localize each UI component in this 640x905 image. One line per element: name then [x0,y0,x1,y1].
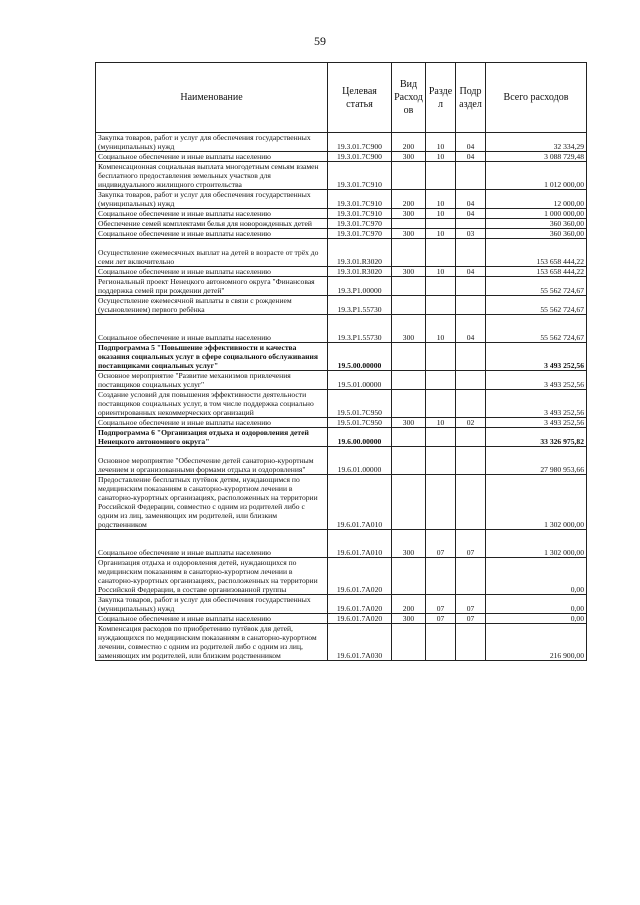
row-name: Подпрограмма 6 "Организация отдыха и оздоровления детей Ненецкого автономного округа" [96,428,328,447]
table-row [96,219,587,229]
row-expense-type [392,624,426,661]
table-row [96,277,587,296]
row-expense-type [392,390,426,418]
header-section: Разде л [426,63,456,133]
table-row [96,475,587,530]
row-name: Социальное обеспечение и иные выплаты населению [96,229,328,239]
row-amount: 27 980 953,66 [486,447,587,475]
row-subsection [456,219,486,229]
row-section [426,428,456,447]
header-target-article: Целевая статья [328,63,392,133]
row-section: 07 [426,595,456,614]
row-target-article: 19.5.01.7С950 [328,418,392,428]
budget-table [95,62,587,661]
table-row [96,558,587,595]
row-amount: 216 900,00 [486,624,587,661]
row-section: 10 [426,418,456,428]
table-row [96,390,587,418]
table-row [96,133,587,152]
row-expense-type: 300 [392,614,426,624]
table-row [96,267,587,277]
table-header-row [96,63,587,133]
table-row [96,152,587,162]
row-name: Подпрограмма 5 "Повышение эффективности и качества оказания социальных услуг в сфере социального обслуживания поставщиками социальных услуг" [96,343,328,371]
row-subsection [456,624,486,661]
row-amount: 1 302 000,00 [486,475,587,530]
row-subsection: 04 [456,315,486,343]
row-target-article: 19.6.01.7А020 [328,614,392,624]
row-name: Основное мероприятие "Обеспечение детей санаторно-курортным лечением и организованными формами отдыха и оздоровления" [96,447,328,475]
table-row [96,229,587,239]
row-name: Закупка товаров, работ и услуг для обеспечения государственных (муниципальных) нужд [96,595,328,614]
table-row [96,343,587,371]
row-expense-type [392,447,426,475]
row-amount: 12 000,00 [486,190,587,209]
row-expense-type: 200 [392,595,426,614]
row-section: 10 [426,315,456,343]
row-section: 07 [426,614,456,624]
row-target-article: 19.3.01.7С900 [328,133,392,152]
row-section: 10 [426,229,456,239]
row-target-article: 19.3.01.7С910 [328,162,392,190]
row-section: 10 [426,190,456,209]
row-name: Социальное обеспечение и иные выплаты населению [96,530,328,558]
row-target-article: 19.6.00.00000 [328,428,392,447]
row-subsection: 04 [456,267,486,277]
row-name: Осуществление ежемесячных выплат на детей в возрасте от трёх до семи лет включительно [96,239,328,267]
row-target-article: 19.5.00.00000 [328,343,392,371]
table-row [96,162,587,190]
row-amount: 360 360,00 [486,229,587,239]
row-amount: 3 493 252,56 [486,343,587,371]
row-section [426,390,456,418]
table-row [96,190,587,209]
row-subsection [456,558,486,595]
row-expense-type [392,219,426,229]
row-subsection: 04 [456,190,486,209]
row-expense-type: 200 [392,190,426,209]
row-amount: 153 658 444,22 [486,239,587,267]
row-target-article: 19.3.Р1.00000 [328,277,392,296]
row-expense-type [392,343,426,371]
row-amount: 1 000 000,00 [486,209,587,219]
table-row [96,296,587,315]
row-subsection [456,475,486,530]
row-target-article: 19.3.01.R3020 [328,267,392,277]
row-subsection: 07 [456,595,486,614]
row-name: Социальное обеспечение и иные выплаты населению [96,614,328,624]
row-amount: 1 012 000,00 [486,162,587,190]
row-target-article: 19.6.01.7А010 [328,530,392,558]
row-expense-type [392,162,426,190]
row-subsection [456,343,486,371]
row-subsection [456,296,486,315]
row-name: Создание условий для повышения эффективности деятельности поставщиков социальных услуг, в том числе поддержка социально ориентированных некоммерческих организаций [96,390,328,418]
row-target-article: 19.3.Р1.55730 [328,296,392,315]
row-target-article: 19.6.01.7А020 [328,558,392,595]
row-name: Закупка товаров, работ и услуг для обеспечения государственных (муниципальных) нужд [96,190,328,209]
row-target-article: 19.6.01.7А010 [328,475,392,530]
row-amount: 3 088 729,48 [486,152,587,162]
row-name: Компенсационная социальная выплата многодетным семьям взамен бесплатного предоставления земельных участков для индивидуального жилищного строительства [96,162,328,190]
row-expense-type: 300 [392,209,426,219]
row-target-article: 19.6.01.00000 [328,447,392,475]
row-section [426,624,456,661]
row-target-article: 19.6.01.7А030 [328,624,392,661]
table-row [96,614,587,624]
row-amount: 360 360,00 [486,219,587,229]
row-amount: 32 334,29 [486,133,587,152]
row-target-article: 19.6.01.7А020 [328,595,392,614]
row-subsection [456,162,486,190]
table-body [96,133,587,661]
row-target-article: 19.3.01.7С900 [328,152,392,162]
row-subsection [456,371,486,390]
row-target-article: 19.3.01.R3020 [328,239,392,267]
row-name: Социальное обеспечение и иные выплаты населению [96,418,328,428]
row-section [426,162,456,190]
row-name: Обеспечение семей комплектами белья для новорожденных детей [96,219,328,229]
table-row [96,447,587,475]
header-name: Наименование [96,63,328,133]
row-target-article: 19.3.01.7С970 [328,229,392,239]
row-name: Осуществление ежемесячной выплаты в связи с рождением (усыновлением) первого ребёнка [96,296,328,315]
table-row [96,239,587,267]
row-section [426,343,456,371]
row-expense-type: 300 [392,229,426,239]
row-subsection: 04 [456,209,486,219]
header-subsection: Подр аздел [456,63,486,133]
row-section [426,239,456,267]
row-expense-type [392,428,426,447]
table-row [96,418,587,428]
row-amount: 3 493 252,56 [486,371,587,390]
row-expense-type [392,296,426,315]
table-row [96,209,587,219]
row-section [426,558,456,595]
row-amount: 55 562 724,67 [486,315,587,343]
row-amount: 55 562 724,67 [486,277,587,296]
row-subsection [456,447,486,475]
header-total: Всего расходов [486,63,587,133]
row-section [426,475,456,530]
row-amount: 153 658 444,22 [486,267,587,277]
row-amount: 0,00 [486,595,587,614]
row-expense-type: 300 [392,530,426,558]
table-row [96,530,587,558]
row-name: Социальное обеспечение и иные выплаты населению [96,267,328,277]
row-section: 10 [426,133,456,152]
row-subsection [456,428,486,447]
row-name: Социальное обеспечение и иные выплаты населению [96,152,328,162]
row-subsection: 07 [456,614,486,624]
table-row [96,428,587,447]
table-row [96,315,587,343]
header-expense-type: Вид Расход ов [392,63,426,133]
row-expense-type: 300 [392,267,426,277]
row-amount: 3 493 252,56 [486,418,587,428]
row-target-article: 19.5.01.7С950 [328,390,392,418]
row-amount: 1 302 000,00 [486,530,587,558]
row-section: 10 [426,209,456,219]
row-target-article: 19.3.01.7С910 [328,209,392,219]
row-expense-type [392,239,426,267]
row-section [426,219,456,229]
row-subsection [456,390,486,418]
row-subsection: 07 [456,530,486,558]
row-subsection: 04 [456,133,486,152]
row-expense-type [392,475,426,530]
row-expense-type [392,277,426,296]
row-name: Региональный проект Ненецкого автономного округа "Финансовая поддержка семей при рождении детей" [96,277,328,296]
row-expense-type: 300 [392,152,426,162]
row-section: 10 [426,267,456,277]
row-amount: 55 562 724,67 [486,296,587,315]
row-amount: 33 326 975,82 [486,428,587,447]
row-section: 10 [426,152,456,162]
row-name: Организация отдыха и оздоровления детей, нуждающихся по медицинским показаниям в санаторно-курортном лечении в санаторно-курортных организациях, расположенных на территории Российской Федерации, в составе организованной группы [96,558,328,595]
row-target-article: 19.3.01.7С910 [328,190,392,209]
row-section [426,371,456,390]
row-expense-type: 300 [392,315,426,343]
row-name: Социальное обеспечение и иные выплаты населению [96,315,328,343]
row-target-article: 19.3.Р1.55730 [328,315,392,343]
row-amount: 0,00 [486,558,587,595]
row-name: Компенсация расходов по приобретению путёвок для детей, нуждающихся по медицинским показаниям в санаторно-курортном лечении, совместно с одним из родителей либо с одним из лиц, заменяющих им родителей, или близким родственником [96,624,328,661]
table-row [96,595,587,614]
row-expense-type [392,371,426,390]
table-row [96,371,587,390]
table-row [96,624,587,661]
row-amount: 0,00 [486,614,587,624]
row-name: Основное мероприятие "Развитие механизмов привлечения поставщиков социальных услуг" [96,371,328,390]
page-number: 59 [314,34,326,48]
row-subsection: 04 [456,152,486,162]
row-subsection [456,277,486,296]
row-subsection: 03 [456,229,486,239]
row-name: Предоставление бесплатных путёвок детям, нуждающимся по медицинским показаниям в санаторно-курортном лечении в санаторно-курортных организациях, расположенных на территории Российской Федерации, совместно с одним из родителей либо с одним из лиц, заменяющих им родителей, или близким родственником [96,475,328,530]
row-section [426,277,456,296]
row-target-article: 19.3.01.7С970 [328,219,392,229]
row-section: 07 [426,530,456,558]
row-subsection: 02 [456,418,486,428]
row-section [426,296,456,315]
row-amount: 3 493 252,56 [486,390,587,418]
row-expense-type [392,558,426,595]
row-target-article: 19.5.01.00000 [328,371,392,390]
row-name: Закупка товаров, работ и услуг для обеспечения государственных (муниципальных) нужд [96,133,328,152]
row-expense-type: 300 [392,418,426,428]
row-subsection [456,239,486,267]
row-expense-type: 200 [392,133,426,152]
row-name: Социальное обеспечение и иные выплаты населению [96,209,328,219]
row-section [426,447,456,475]
